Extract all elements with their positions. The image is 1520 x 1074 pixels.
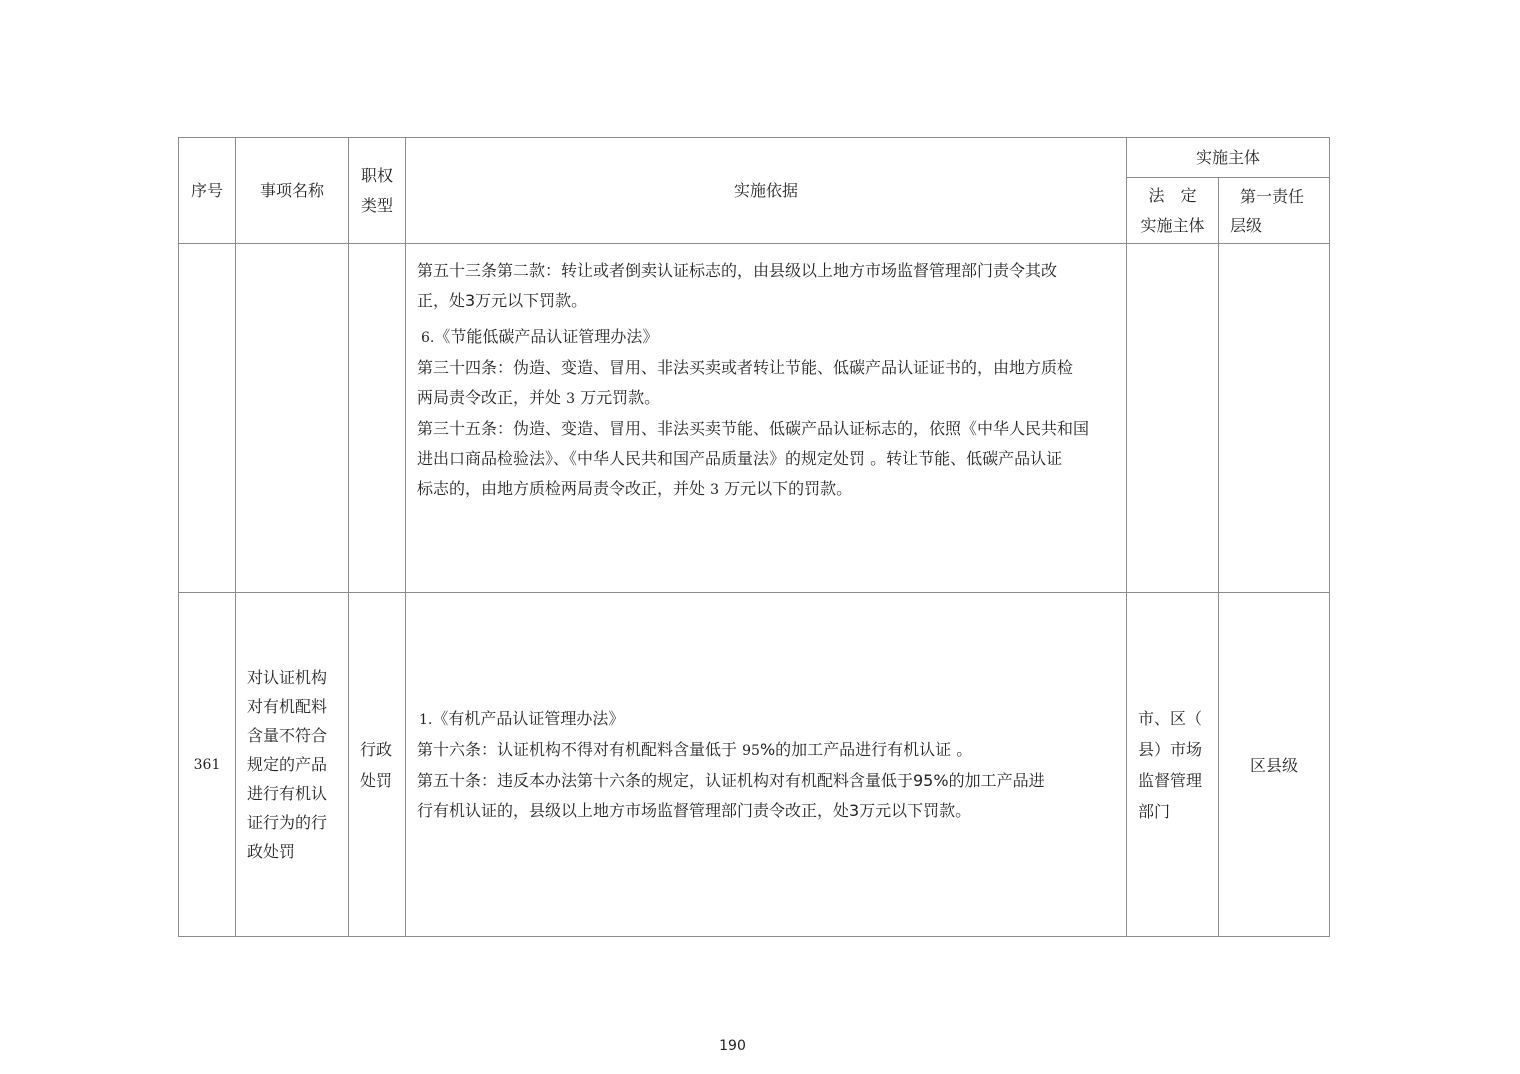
cell-legal-subject: 市、区（ 县）市场 监督管理 部门 [1127,593,1219,937]
cell-type [349,244,406,593]
header-subject-group: 实施主体 [1127,138,1330,178]
cell-level [1219,244,1330,593]
header-type: 职权 类型 [349,138,406,244]
header-responsibility-level: 第一责任 层级 [1219,178,1330,244]
cell-basis: 第五十三条第二款：转让或者倒卖认证标志的，由县级以上地方市场监督管理部门责令其改 正，处3万元以下罚款。 6.《节能低碳产品认证管理办法》 第三十四条：伪造、变造、冒用、非法买卖或者转让节能、低碳产品认证证书的，由地方质检 两局责令改正，并处 3 万元罚款。 第三十五条：伪造、变造、冒用、非法买卖节能、低碳产品认证标志的，依照《中华人民共和国 进出口商品检验法》、《中华人民共和国产品质量法》的规定处罚 。转让节能、低碳产品认证 标志的，由地方质检两局责令改正，并处 3 万元以下的罚款。 [406,244,1127,593]
cell-level: 区县级 [1219,593,1330,937]
header-seq: 序号 [179,138,236,244]
cell-basis: 1.《有机产品认证管理办法》 第十六条：认证机构不得对有机配料含量低于 95%的加工产品进行有机认证 。 第五十条：违反本办法第十六条的规定，认证机构对有机配料含量低于95%的加工产品进 行有机认证的，县级以上地方市场监督管理部门责令改正，处3万元以下罚款。 [406,593,1127,937]
header-name: 事项名称 [236,138,349,244]
authority-table [178,137,1330,937]
cell-legal-subject [1127,244,1219,593]
cell-type: 行政 处罚 [349,593,406,937]
header-legal-subject: 法 定 实施主体 [1127,178,1219,244]
cell-seq [179,244,236,593]
cell-name: 对认证机构 对有机配料 含量不符合 规定的产品 进行有机认 证行为的行 政处罚 [236,593,349,937]
table-row [179,244,1330,593]
page-number: 190 [719,1038,746,1054]
cell-name [236,244,349,593]
cell-seq: 361 [179,593,236,937]
table-row [179,593,1330,937]
header-basis: 实施依据 [406,138,1127,244]
